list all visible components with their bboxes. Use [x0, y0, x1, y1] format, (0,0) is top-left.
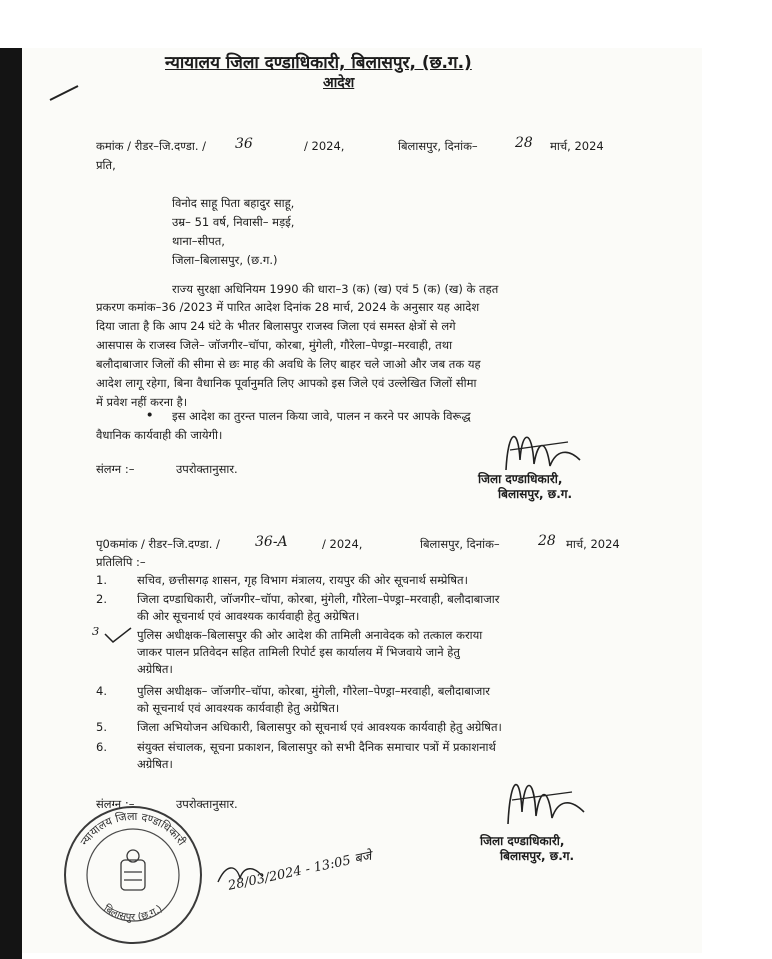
signature-place-line: बिलासपुर, छ.ग. [500, 849, 575, 863]
bullet-dot: • [146, 408, 154, 422]
body-line: दिया जाता है कि आप 24 घंटे के भीतर बिलासपुर राजस्व जिला एवं समस्त क्षेत्रों से लगे [96, 319, 456, 333]
copy-ref-prefix: पृ0कमांक / रीडर–जि.दण्डा. / [96, 537, 220, 551]
list-item: सचिव, छत्तीसगढ़ शासन, गृह विभाग मंत्रालय, रायपुर की ओर सूचनार्थ सम्प्रेषित। [137, 573, 468, 587]
body-line: वैधानिक कार्यवाही की जायेगी। [96, 428, 223, 442]
order-date-prefix: बिलासपुर, दिनांक– [398, 139, 478, 153]
svg-text:बिलासपुर (छ.ग.) [101, 903, 164, 924]
addressee-line: उम्र– 51 वर्ष, निवासी– मड़ई, [172, 215, 295, 229]
copy-item-number: 1. [96, 573, 107, 587]
list-item: जिला अभियोजन अधिकारी, बिलासपुर को सूचनार्थ एवं आवश्यक कार्यवाही हेतु अग्रेषित। [137, 720, 502, 734]
addressee-line: थाना–सीपत, [172, 234, 225, 248]
order-heading: आदेश [323, 75, 355, 91]
pen-mark [48, 84, 88, 104]
handwritten-check-mark [103, 626, 133, 646]
signature-title-line: जिला दण्डाधिकारी, [480, 834, 565, 848]
copy-date-day: 28 [538, 533, 556, 549]
copy-label: प्रतिलिपि :– [96, 555, 146, 569]
official-seal [58, 800, 208, 950]
to-label: प्रति, [96, 158, 116, 172]
order-date-month-year: मार्च, 2024 [550, 139, 604, 153]
copy-item-number: 5. [96, 720, 107, 734]
copy-date-prefix: बिलासपुर, दिनांक– [420, 537, 500, 551]
list-item: पुलिस अधीक्षक– जॉजगीर–चॉपा, कोरबा, मुंगेली, गौरेला–पेण्ड्रा–मरवाही, बलौदाबाजार को सूचनार्थ एवं आवश्यक कार्यवाही हेतु अग्रेषित। [137, 684, 491, 715]
body-line: राज्य सुरक्षा अधिनियम 1990 की धारा–3 (क) (ख) एवं 5 (क) (ख) के तहत [172, 282, 499, 296]
enclosure-label: संलग्न :– [96, 462, 135, 476]
signature-scribble [498, 420, 588, 480]
body-line: बलौदाबाजार जिलों की सीमा से छः माह की अवधि के लिए बाहर चले जाओ और जब तक यह [96, 357, 481, 371]
scan-dark-edge [0, 48, 22, 959]
copy-date-month-year: मार्च, 2024 [566, 537, 620, 551]
order-date-day: 28 [515, 135, 533, 151]
court-title: न्यायालय जिला दण्डाधिकारी, बिलासपुर, (छ.ग.) [165, 53, 472, 73]
list-item: जिला दण्डाधिकारी, जॉजगीर–चॉपा, कोरबा, मुंगेली, गौरेला–पेण्ड्रा–मरवाही, बलौदाबाजार की ओर सूचनार्थ एवं आवश्यक कार्यवाही हेतु अग्रेषित। [137, 592, 500, 623]
list-item: संयुक्त संचालक, सूचना प्रकाशन, बिलासपुर को सभी दैनिक समाचार पत्रों में प्रकाशनार्थ अग्रेषित। [137, 740, 496, 771]
body-line: प्रकरण कमांक–36 /2023 में पारित आदेश दिनांक 28 मार्च, 2024 के अनुसार यह आदेश [96, 300, 480, 314]
enclosure-value: उपरोक्तानुसार. [176, 462, 238, 476]
body-line: इस आदेश का तुरन्त पालन किया जावे, पालन न करने पर आपके विरूद्ध [172, 409, 471, 423]
copy-ref-year: / 2024, [322, 537, 363, 551]
seal-top-text: न्यायालय जिला दण्डाधिकारी [77, 809, 189, 848]
addressee-line: जिला–बिलासपुर, (छ.ग.) [172, 253, 278, 267]
order-ref-number: 36 [235, 136, 253, 152]
addressee-line: विनोद साहू पिता बहादुर साहू, [172, 196, 295, 210]
copy-item-number: 6. [96, 740, 107, 754]
signature-scribble [500, 764, 590, 834]
copy-item-number: 2. [96, 592, 107, 606]
body-line: आदेश लागू रहेगा, बिना वैधानिक पूर्वानुमति लिए आपको इस जिले एवं उल्लेखित जिलों सीमा [96, 376, 477, 390]
copy-enclosure-label: संलग्न :– [96, 797, 135, 811]
body-line: आसपास के राजस्व जिले– जॉजगीर–चॉपा, कोरबा, मुंगेली, गौरेला–पेण्ड्रा–मरवाही, तथा [96, 338, 453, 352]
copy-item-number: 3 [92, 624, 100, 638]
handwritten-receipt-note: 28/03/2024 - 13:05 बजे [226, 848, 373, 894]
order-ref-prefix: कमांक / रीडर–जि.दण्डा. / [96, 139, 207, 153]
receipt-initials [214, 860, 274, 890]
copy-item-number: 4. [96, 684, 107, 698]
signature-title-line: जिला दण्डाधिकारी, [478, 472, 563, 486]
order-ref-year: / 2024, [304, 139, 345, 153]
copy-ref-number: 36-A [255, 534, 288, 550]
copy-enclosure-value: उपरोक्तानुसार. [176, 797, 238, 811]
seal-bottom-text: बिलासपुर (छ.ग.) [101, 903, 165, 924]
body-line: में प्रवेश नहीं करना है। [96, 395, 188, 409]
seal-emblem [121, 850, 145, 890]
signature-place-line: बिलासपुर, छ.ग. [498, 487, 573, 501]
list-item: पुलिस अधीक्षक–बिलासपुर की ओर आदेश की तामिली अनावेदक को तत्काल कराया जाकर पालन प्रतिवेदन सहित तामिली रिपोर्ट इस कार्यालय में भिजवाये जाने हेतु अग्रेषित। [137, 628, 483, 676]
